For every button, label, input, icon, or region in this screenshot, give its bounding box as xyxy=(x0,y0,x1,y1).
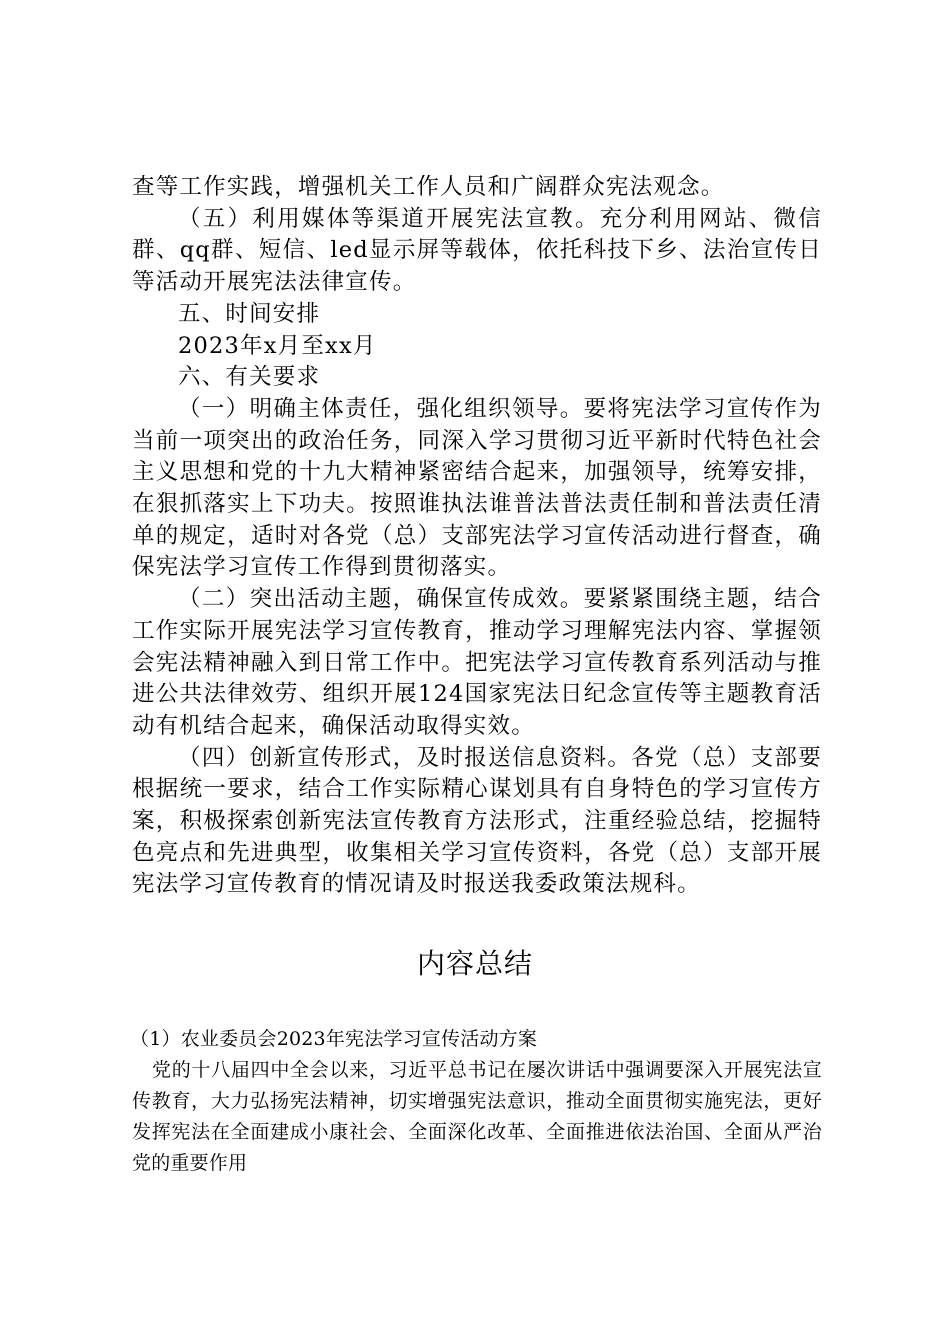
document-body xyxy=(132,172,822,901)
paragraph-continuation: 查等工作实践，增强机关工作人员和广阔群众宪法观念。 xyxy=(132,174,725,200)
paragraph-requirement-1: （一）明确主体责任，强化组织领导。要将宪法学习宣传作为当前一项突出的政治任务，同深入学习贯彻习近平新时代特色社会主义思想和党的十九大精神紧密结合起来，加强领导，统筹安排，在狠抓落实上下功夫。按照谁执法谁普法普法责任制和普法责任清单的规定，适时对各党（总）支部宪法学习宣传活动进行督查，确保宪法学习宣传工作得到贯彻落实。 xyxy=(132,395,822,581)
summary-title: 内容总结 xyxy=(416,947,533,980)
paragraph-media-publicity: （五）利用媒体等渠道开展宪法宣教。充分利用网站、微信群、qq群、短信、led显示屏等载体，依托科技下乡、法治宣传日等活动开展宪法法律宣传。 xyxy=(132,205,822,296)
heading-schedule: 五、时间安排 xyxy=(178,300,321,327)
summary-section xyxy=(132,1024,822,1179)
paragraph-requirement-4: （四）创新宣传形式，及时报送信息资料。各党（总）支部要根据统一要求，结合工作实际精心谋划具有自身特色的学习宣传方案，积极探索创新宪法宣传教育方法形式，注重经验总结，挖掘特色亮点和先进典型，收集相关学习宣传资料，各党（总）支部开展宪法学习宣传教育的情况请及时报送我委政策法规科。 xyxy=(132,744,822,898)
summary-item-title: （1）农业委员会2023年宪法学习宣传活动方案 xyxy=(130,1028,538,1050)
summary-item-body: 党的十八届四中全会以来，习近平总书记在屡次讲话中强调要深入开展宪法宣传教育，大力弘扬宪法精神，切实增强宪法意识，推动全面贯彻实施宪法，更好发挥宪法在全面建成小康社会、全面深化改革、全面推进依法治国、全面从严治党的重要作用 xyxy=(132,1059,822,1174)
paragraph-requirement-2: （二）突出活动主题，确保宣传成效。要紧紧围绕主题，结合工作实际开展宪法学习宣传教育，推动学习理解宪法内容、掌握领会宪法精神融入到日常工作中。把宪法学习宣传教育系列活动与推进公共法律效劳、组织开展124国家宪法日纪念宣传等主题教育活动有机结合起来，确保活动取得实效。 xyxy=(132,586,822,739)
schedule-text: 2023年x月至xx月 xyxy=(178,332,377,359)
heading-requirements: 六、有关要求 xyxy=(178,364,321,391)
